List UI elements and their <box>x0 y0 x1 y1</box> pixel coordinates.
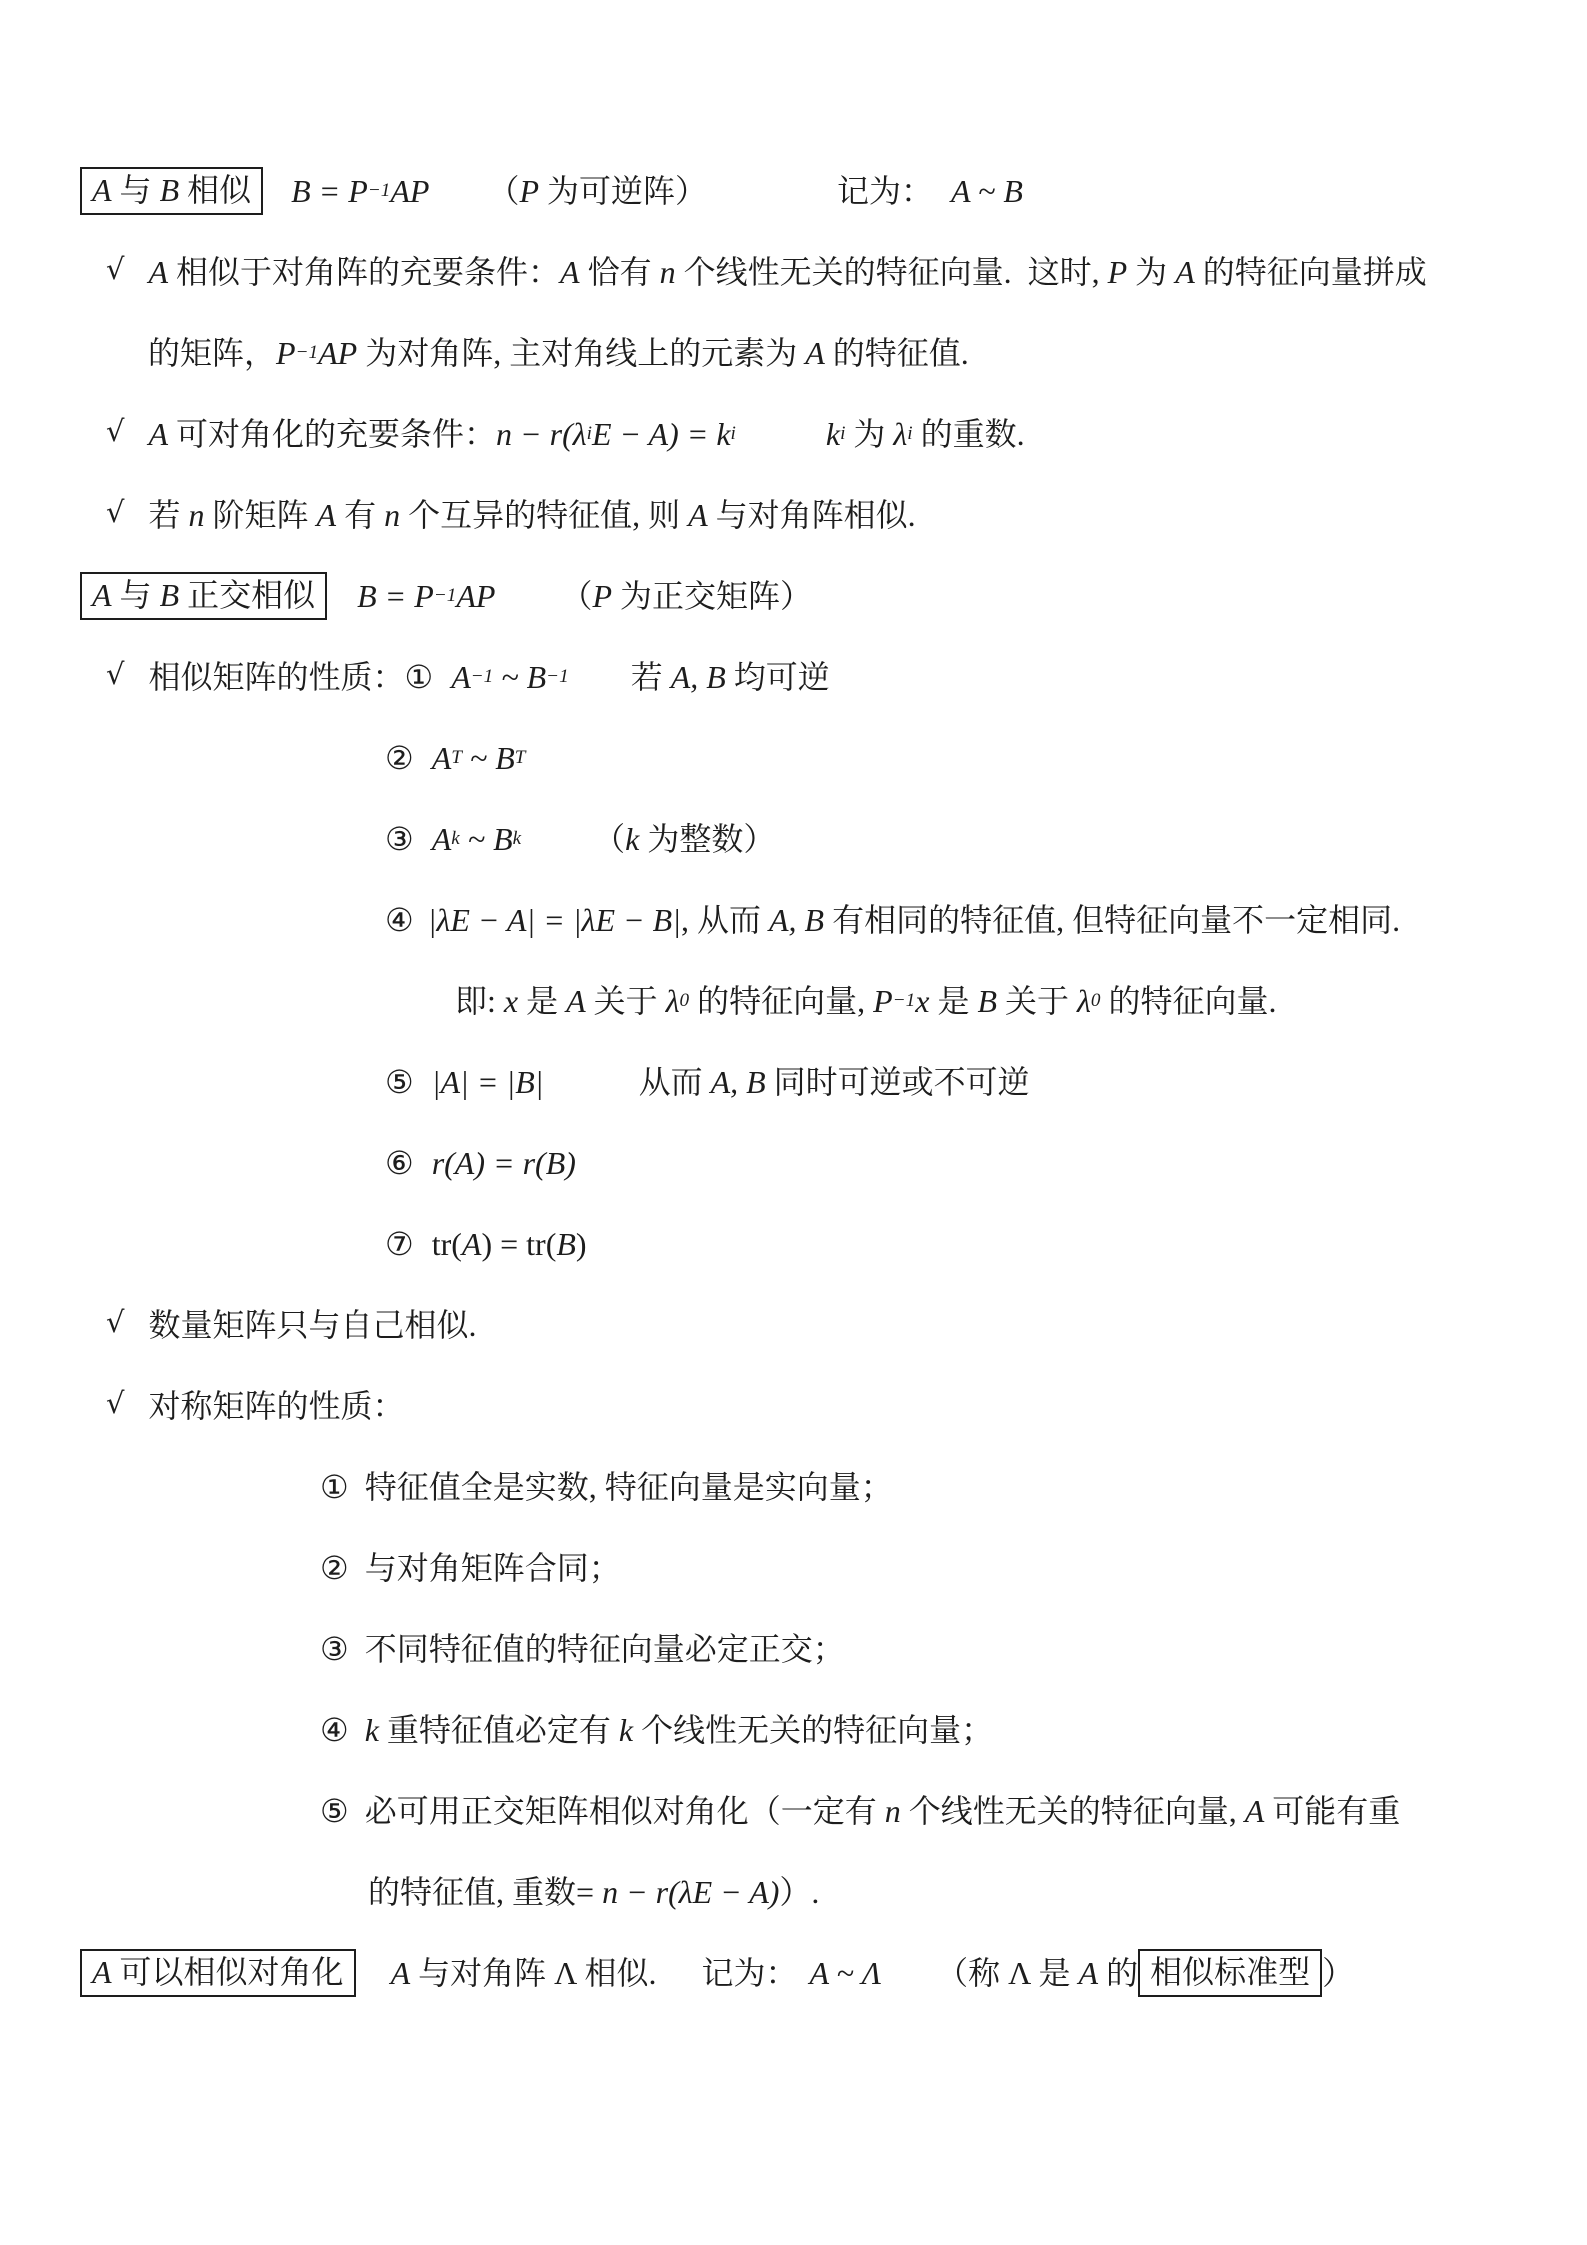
text: 特征值全是实数, 特征向量是实向量； <box>364 1468 893 1505</box>
spacer <box>544 1081 639 1082</box>
math-text: B <box>159 576 180 613</box>
math-text: A <box>805 334 825 371</box>
text: ① <box>404 658 434 695</box>
spacer <box>414 838 432 839</box>
text: 是 <box>518 982 567 1019</box>
math-text: A <box>1078 1954 1099 1991</box>
text: ② <box>320 1549 349 1586</box>
text: 即: <box>455 982 504 1019</box>
document-content <box>0 150 1587 2013</box>
math-text: λ <box>893 415 908 452</box>
text: （ <box>593 820 626 857</box>
heading-a-similar-b: A 与 B 相似 B = P −1 AP （ P 为可逆阵） 记为： A ~ B <box>0 150 1587 231</box>
math-text: ~ B <box>459 820 513 857</box>
text: ） <box>1322 1954 1355 1991</box>
text: 重特征值必定有 <box>378 1711 619 1748</box>
text: 相似 <box>179 171 252 208</box>
property-rank <box>0 1122 1587 1203</box>
text: 与对角阵 Λ 相似. <box>410 1954 657 1991</box>
symmetric-property-continuation <box>0 1851 1587 1932</box>
math-text: n <box>659 253 676 290</box>
property-power: ③ A k ~ B k （ k 为整数） <box>385 820 776 857</box>
text: 与对角阵相似. <box>707 496 916 533</box>
math-text: ~ B <box>493 658 547 695</box>
text: ④ <box>320 1711 349 1748</box>
math-text: A <box>451 658 471 695</box>
math-text: A <box>92 1953 112 1990</box>
math-text: k <box>825 415 841 452</box>
math-text: A <box>688 496 708 533</box>
heading-a-diagonalizable <box>0 1932 1587 2013</box>
text: 对称矩阵的性质： <box>148 1387 405 1424</box>
math-text: ) <box>575 1225 587 1262</box>
text: 相似矩阵的性质： <box>148 658 405 695</box>
spacer <box>349 1486 365 1487</box>
check-mark-icon: √ <box>106 414 125 448</box>
text: 正交相似 <box>179 576 316 613</box>
math-text: B = P <box>357 577 434 614</box>
text: 为整数） <box>639 820 776 857</box>
math-text: |A| = |B| <box>431 1063 544 1100</box>
bullet-distinct-eigenvalues <box>0 474 1587 555</box>
text: 与对角矩阵合同； <box>364 1549 621 1586</box>
math-text: A <box>431 739 452 776</box>
text: 的特征值, 重数= <box>368 1873 603 1910</box>
math-text: ) = tr( <box>481 1225 557 1262</box>
math-text: A <box>92 576 112 613</box>
math-text: λ <box>1077 982 1091 1019</box>
math-text: E − A) = k <box>591 415 731 452</box>
spacer <box>707 190 837 191</box>
text: 数量矩阵只与自己相似. <box>148 1306 477 1343</box>
math-text: B <box>977 982 998 1019</box>
bullet-diagonalizable-condition: √ A 可对角化的充要条件： n − r(λ i E − A) = k i k i 为 λ i 的重数. <box>106 414 1025 452</box>
math-text: AP <box>456 577 496 614</box>
text: 记为： <box>701 1954 798 1991</box>
text: 与 <box>111 576 160 613</box>
math-text: A, B <box>710 1063 766 1100</box>
math-text: P <box>592 577 613 614</box>
text: 个线性无关的特征向量. 这时, <box>675 253 1108 290</box>
text: ③ <box>320 1630 349 1667</box>
orthogonal-similar-box <box>80 572 327 620</box>
text: 个线性无关的特征向量； <box>633 1711 994 1748</box>
text: 恰有 <box>579 253 660 290</box>
text: 的 <box>1098 1954 1139 1991</box>
math-text: k <box>618 1711 634 1748</box>
math-text: tr( <box>431 1225 462 1262</box>
math-text: n − r(λ <box>496 415 587 452</box>
math-text: A <box>148 415 169 452</box>
text: 有相同的特征值, 但特征向量不一定相同. <box>824 901 1401 938</box>
math-text: AP <box>390 172 430 209</box>
spacer <box>349 1729 365 1730</box>
text: 为可逆阵） <box>539 172 708 209</box>
bullet-similar-matrix-properties: √ 相似矩阵的性质： ① A −1 ~ B −1 若 A, B 均可逆 <box>106 657 830 695</box>
text: 关于 <box>585 982 666 1019</box>
property-determinant <box>0 1041 1587 1122</box>
math-text: λ <box>665 982 680 1019</box>
spacer <box>429 190 487 191</box>
text: 有 <box>336 496 385 533</box>
math-text: A <box>390 1954 411 1991</box>
spacer <box>798 1972 810 1973</box>
text: ③ <box>385 820 414 857</box>
spacer <box>521 838 593 839</box>
check-mark-icon: √ <box>106 657 125 691</box>
math-text: AP <box>318 334 358 371</box>
math-text: P <box>1107 253 1128 290</box>
math-text: r(A) = r(B) <box>431 1144 576 1181</box>
symmetric-property-orthogonal-diagonalization <box>0 1770 1587 1851</box>
bullet-symmetric-matrix-properties <box>0 1365 1587 1446</box>
symmetric-property-real <box>0 1446 1587 1527</box>
spacer <box>349 1567 365 1568</box>
math-text: A <box>92 171 112 208</box>
text: 的特征向量拼成 <box>1194 253 1427 290</box>
math-text: P <box>873 982 893 1019</box>
text: 若 <box>630 658 671 695</box>
math-text: A <box>316 496 337 533</box>
math-text: A, B <box>769 901 825 938</box>
math-text: B <box>556 1225 576 1262</box>
spacer <box>657 1972 702 1973</box>
math-text: A <box>1175 253 1195 290</box>
math-text: A <box>566 982 586 1019</box>
math-text: ~ B <box>461 739 515 776</box>
math-text: A <box>1244 1792 1265 1829</box>
text: ⑦ <box>385 1225 414 1262</box>
text: 为 <box>1127 253 1176 290</box>
similar-definition-box <box>80 167 263 215</box>
text: 相似标准型 <box>1150 1953 1311 1990</box>
math-text: x <box>503 982 519 1019</box>
text: 不同特征值的特征向量必定正交； <box>364 1630 845 1667</box>
bullet-scalar-matrix <box>0 1284 1587 1365</box>
text: 相似于对角阵的充要条件： <box>168 253 561 290</box>
text: （ <box>560 577 593 614</box>
text: 个线性无关的特征向量, <box>900 1792 1245 1829</box>
text: ⑤ <box>385 1063 414 1100</box>
math-text: k <box>364 1711 379 1748</box>
math-text: A <box>431 820 452 857</box>
text: 关于 <box>997 982 1078 1019</box>
text: 与 <box>111 171 160 208</box>
spacer <box>414 919 428 920</box>
spacer <box>736 433 826 434</box>
heading-a-orthogonally-similar-b: A 与 B 正交相似 B = P −1 AP （ P 为正交矩阵） <box>0 555 1587 636</box>
math-text: B <box>159 171 180 208</box>
property-trace <box>0 1203 1587 1284</box>
math-text: |λE − A| = |λE − B| <box>427 901 681 938</box>
text: ）. <box>779 1873 820 1910</box>
property-characteristic-polynomial <box>0 879 1587 960</box>
math-text: k <box>625 820 640 857</box>
text: 记为： <box>837 172 934 209</box>
math-text: P <box>276 334 296 371</box>
math-text: B = P <box>291 172 368 209</box>
text: （ <box>487 172 520 209</box>
text: 从而 <box>638 1063 711 1100</box>
text: 可对角化的充要条件： <box>168 415 497 452</box>
diagonalizable-box <box>80 1949 356 1997</box>
math-text: n <box>884 1792 901 1829</box>
math-text: A, B <box>670 658 726 695</box>
text: ⑥ <box>385 1144 414 1181</box>
text: 阶矩阵 <box>204 496 317 533</box>
text: ④ <box>385 901 414 938</box>
spacer <box>349 1810 365 1811</box>
text: 的矩阵， <box>148 334 277 371</box>
spacer <box>495 595 560 596</box>
text: 必可用正交矩阵相似对角化（一定有 <box>364 1792 885 1829</box>
property-transpose: ② A T ~ B T <box>385 739 526 776</box>
spacer <box>414 1243 432 1244</box>
spacer <box>414 757 432 758</box>
math-text: P <box>519 172 540 209</box>
check-mark-icon: √ <box>106 252 125 286</box>
spacer <box>569 676 631 677</box>
check-mark-icon: √ <box>106 1386 125 1420</box>
symmetric-property-orthogonal <box>0 1608 1587 1689</box>
text: 可以相似对角化 <box>111 1953 344 1990</box>
spacer <box>433 676 451 677</box>
text: （称 Λ 是 <box>936 1954 1079 1991</box>
math-text: x <box>915 982 930 1019</box>
text: 个互异的特征值, 则 <box>400 496 689 533</box>
math-text: n <box>188 496 205 533</box>
math-text: n − r(λE − A) <box>602 1873 780 1910</box>
spacer <box>356 1972 391 1973</box>
text: 若 <box>148 496 189 533</box>
text: ② <box>385 739 414 776</box>
spacer <box>933 190 951 191</box>
text: 同时可逆或不可逆 <box>765 1063 1030 1100</box>
text: 均可逆 <box>725 658 830 695</box>
math-text: A ~ Λ <box>809 1954 882 1991</box>
spacer <box>263 190 291 191</box>
check-mark-icon: √ <box>106 1305 125 1339</box>
text: ① <box>320 1468 349 1505</box>
text: 是 <box>929 982 978 1019</box>
text: 为 <box>845 415 894 452</box>
math-text: A <box>148 253 169 290</box>
bullet-similar-to-diagonal-condition <box>0 231 1587 312</box>
text: ⑤ <box>320 1792 349 1829</box>
property-eigenvector-note: 即: x 是 A 关于 λ 0 的特征向量, P −1 x 是 B 关于 λ 0 的特征向量. <box>455 982 1277 1019</box>
math-text: A <box>461 1225 482 1262</box>
text: , 从而 <box>680 901 769 938</box>
symmetric-property-multiplicity <box>0 1689 1587 1770</box>
spacer <box>881 1972 936 1973</box>
spacer <box>414 1162 432 1163</box>
math-text: n <box>384 496 401 533</box>
math-text: A <box>560 253 580 290</box>
text: 为对角阵, 主对角线上的元素为 <box>357 334 806 371</box>
standard-form-box <box>1138 1949 1322 1997</box>
text: 的重数. <box>912 415 1025 452</box>
continuation-line: 的矩阵， P −1 AP 为对角阵, 主对角线上的元素为 A 的特征值. <box>148 334 969 371</box>
spacer <box>414 1081 432 1082</box>
text: 的特征值. <box>824 334 969 371</box>
math-text: A ~ B <box>951 172 1023 209</box>
text: 的特征向量, <box>689 982 874 1019</box>
text: 可能有重 <box>1264 1792 1401 1829</box>
text: 为正交矩阵） <box>612 577 813 614</box>
check-mark-icon: √ <box>106 495 125 529</box>
spacer <box>327 595 357 596</box>
spacer <box>349 1648 365 1649</box>
symmetric-property-congruent <box>0 1527 1587 1608</box>
text: 的特征向量. <box>1100 982 1277 1019</box>
